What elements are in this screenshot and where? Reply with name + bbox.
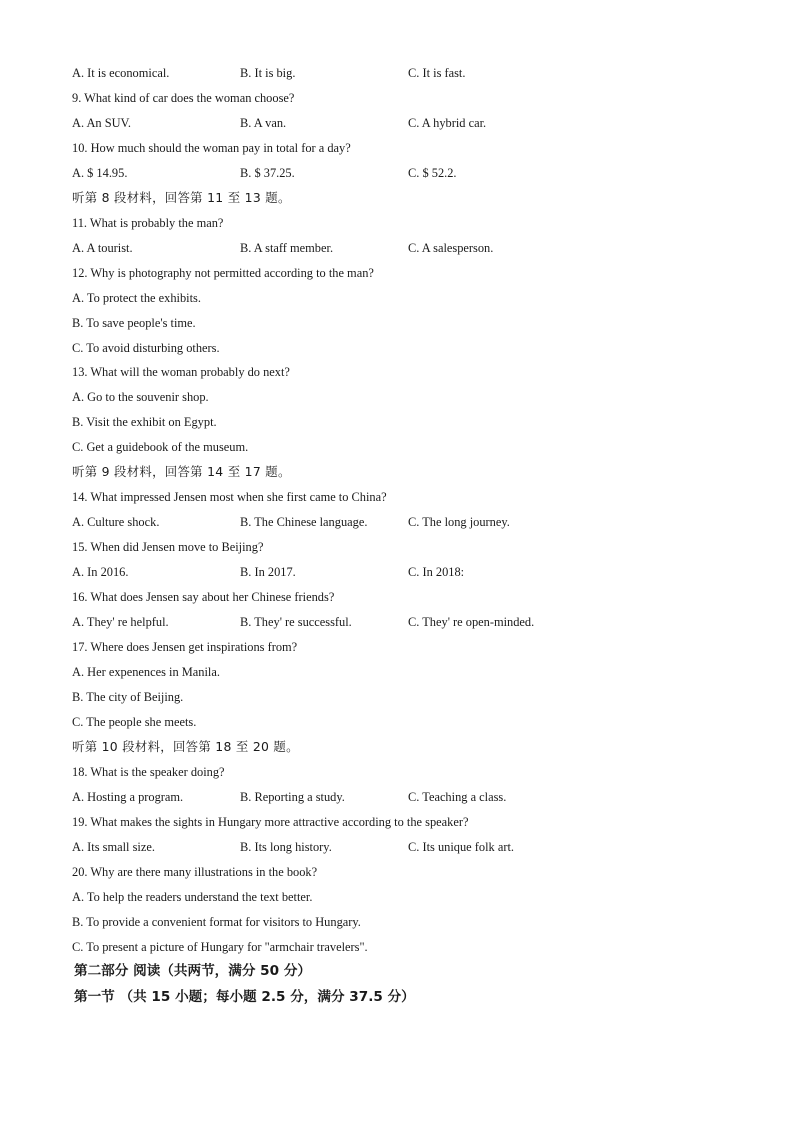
- q12-option-c: C. To avoid disturbing others.: [72, 341, 220, 355]
- q13-option-c: C. Get a guidebook of the museum.: [72, 440, 249, 454]
- q15-option-a: A. In 2016.: [72, 565, 129, 579]
- q10-option-c: C. $ 52.2.: [408, 166, 457, 180]
- q14-question: 14. What impressed Jensen most when she first came to China?: [72, 490, 387, 504]
- q8-option-a: A. It is economical.: [72, 66, 170, 80]
- q10-question: 10. How much should the woman pay in total for a day?: [72, 141, 351, 155]
- q16-question: 16. What does Jensen say about her Chinese friends?: [72, 590, 335, 604]
- q20-option-b: B. To provide a convenient format for visitors to Hungary.: [72, 915, 361, 929]
- q12-option-a: A. To protect the exhibits.: [72, 291, 201, 305]
- part-2-heading: 第二部分 阅读（共两节，满分 50 分）: [74, 963, 312, 979]
- q16-option-c: C. They' re open-minded.: [408, 615, 535, 629]
- q19-question: 19. What makes the sights in Hungary more attractive according to the speaker?: [72, 815, 469, 829]
- q14-option-a: A. Culture shock.: [72, 515, 160, 529]
- q17-option-a: A. Her expenences in Manila.: [72, 665, 220, 679]
- q17-option-c: C. The people she meets.: [72, 715, 197, 729]
- section-9-instruction: 听第 9 段材料，回答第 14 至 17 题。: [72, 464, 291, 479]
- q17-option-b: B. The city of Beijing.: [72, 690, 184, 704]
- q9-question: 9. What kind of car does the woman choose?: [72, 91, 295, 105]
- q19-option-a: A. Its small size.: [72, 840, 155, 854]
- q19-option-b: B. Its long history.: [240, 840, 332, 854]
- section-8-instruction: 听第 8 段材料，回答第 11 至 13 题。: [72, 190, 291, 205]
- q18-option-c: C. Teaching a class.: [408, 790, 507, 804]
- q9-option-a: A. An SUV.: [72, 116, 131, 130]
- q11-option-a: A. A tourist.: [72, 241, 133, 255]
- q13-option-b: B. Visit the exhibit on Egypt.: [72, 415, 217, 429]
- section-1-heading: 第一节 （共 15 小题；每小题 2.5 分，满分 37.5 分）: [74, 989, 415, 1005]
- q16-option-b: B. They' re successful.: [240, 615, 352, 629]
- q8-option-b: B. It is big.: [240, 66, 296, 80]
- q8-option-c: C. It is fast.: [408, 66, 466, 80]
- q13-option-a: A. Go to the souvenir shop.: [72, 390, 209, 404]
- q11-option-b: B. A staff member.: [240, 241, 334, 255]
- q10-option-b: B. $ 37.25.: [240, 166, 295, 180]
- q17-question: 17. Where does Jensen get inspirations from?: [72, 640, 298, 654]
- q18-question: 18. What is the speaker doing?: [72, 765, 225, 779]
- q9-option-b: B. A van.: [240, 116, 287, 130]
- q19-option-c: C. Its unique folk art.: [408, 840, 514, 854]
- q18-option-b: B. Reporting a study.: [240, 790, 345, 804]
- q11-option-c: C. A salesperson.: [408, 241, 494, 255]
- q15-option-b: B. In 2017.: [240, 565, 296, 579]
- q10-option-a: A. $ 14.95.: [72, 166, 128, 180]
- q15-question: 15. When did Jensen move to Beijing?: [72, 540, 264, 554]
- q20-option-c: C. To present a picture of Hungary for "armchair travelers".: [72, 940, 368, 954]
- q15-option-c: C. In 2018:: [408, 565, 465, 579]
- q12-question: 12. Why is photography not permitted according to the man?: [72, 266, 374, 280]
- q9-option-c: C. A hybrid car.: [408, 116, 487, 130]
- q12-option-b: B. To save people's time.: [72, 316, 196, 330]
- q20-option-a: A. To help the readers understand the text better.: [72, 890, 313, 904]
- q20-question: 20. Why are there many illustrations in the book?: [72, 865, 318, 879]
- section-10-instruction: 听第 10 段材料，回答第 18 至 20 题。: [72, 739, 299, 754]
- q13-question: 13. What will the woman probably do next?: [72, 365, 290, 379]
- q14-option-b: B. The Chinese language.: [240, 515, 368, 529]
- q18-option-a: A. Hosting a program.: [72, 790, 184, 804]
- q16-option-a: A. They' re helpful.: [72, 615, 169, 629]
- q14-option-c: C. The long journey.: [408, 515, 510, 529]
- q11-question: 11. What is probably the man?: [72, 216, 224, 230]
